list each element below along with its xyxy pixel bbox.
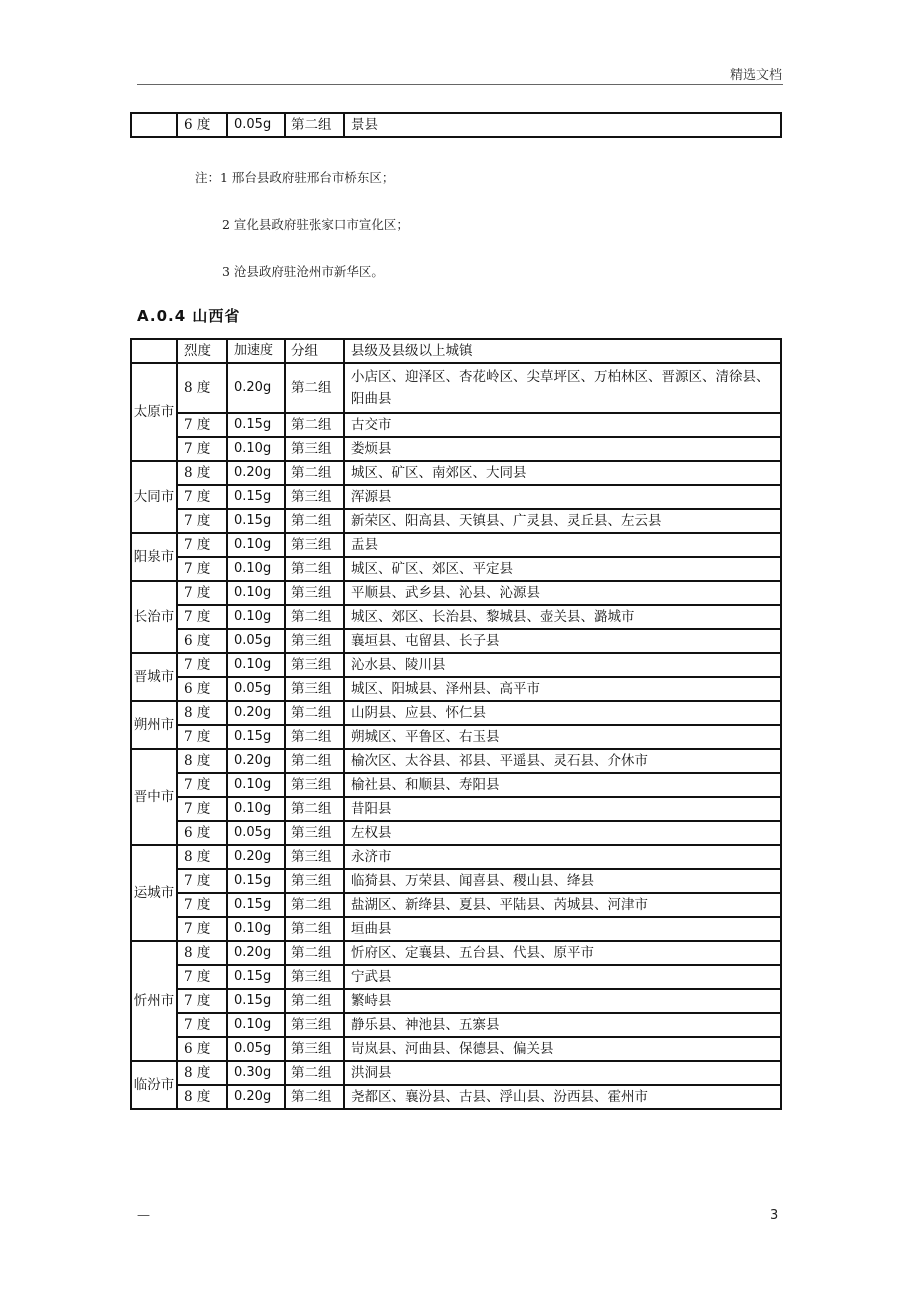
intensity-cell: 6 度 — [177, 1037, 227, 1061]
intensity-cell: 7 度 — [177, 773, 227, 797]
intensity-cell: 7 度 — [177, 1013, 227, 1037]
acceleration-cell: 0.10g — [227, 1013, 285, 1037]
towns-cell: 忻府区、定襄县、五台县、代县、原平市 — [344, 941, 781, 965]
group-cell: 第二组 — [285, 605, 344, 629]
intensity-cell: 8 度 — [177, 845, 227, 869]
table-row — [131, 893, 781, 917]
acceleration-cell: 0.10g — [227, 533, 285, 557]
group-cell: 第三组 — [285, 965, 344, 989]
acceleration-cell: 0.05g — [227, 1037, 285, 1061]
intensity-cell: 6 度 — [177, 113, 227, 137]
table-row — [131, 533, 781, 557]
acceleration-cell: 0.15g — [227, 725, 285, 749]
group-cell: 第二组 — [285, 413, 344, 437]
table-row — [131, 557, 781, 581]
intensity-cell: 8 度 — [177, 461, 227, 485]
table-row — [131, 629, 781, 653]
acceleration-cell: 0.10g — [227, 581, 285, 605]
group-cell: 第三组 — [285, 653, 344, 677]
table-row — [131, 1037, 781, 1061]
acceleration-cell: 0.15g — [227, 965, 285, 989]
city-cell: 晋城市 — [131, 653, 177, 701]
table-header-row — [131, 339, 781, 363]
group-cell: 第二组 — [285, 461, 344, 485]
city-cell: 临汾市 — [131, 1061, 177, 1109]
group-cell: 第二组 — [285, 749, 344, 773]
table-row — [131, 113, 781, 137]
group-cell: 第二组 — [285, 113, 344, 137]
towns-cell: 新荣区、阳高县、天镇县、广灵县、灵丘县、左云县 — [344, 509, 781, 533]
acceleration-cell: 0.20g — [227, 941, 285, 965]
towns-cell: 洪洞县 — [344, 1061, 781, 1085]
table-row — [131, 773, 781, 797]
group-cell: 第二组 — [285, 363, 344, 413]
seismic-table — [130, 338, 782, 1110]
group-cell: 第三组 — [285, 1037, 344, 1061]
towns-cell: 尧都区、襄汾县、古县、浮山县、汾西县、霍州市 — [344, 1085, 781, 1109]
table-row — [131, 701, 781, 725]
table-row — [131, 581, 781, 605]
group-cell: 第二组 — [285, 893, 344, 917]
city-cell: 忻州市 — [131, 941, 177, 1061]
group-cell: 第二组 — [285, 1085, 344, 1109]
towns-cell: 小店区、迎泽区、杏花岭区、尖草坪区、万柏林区、晋源区、清徐县、阳曲县 — [344, 363, 781, 413]
towns-cell: 景县 — [344, 113, 781, 137]
intensity-cell: 7 度 — [177, 581, 227, 605]
group-cell: 第二组 — [285, 701, 344, 725]
acceleration-cell: 0.10g — [227, 653, 285, 677]
towns-cell: 浑源县 — [344, 485, 781, 509]
city-cell: 晋中市 — [131, 749, 177, 845]
towns-cell: 古交市 — [344, 413, 781, 437]
intensity-cell: 8 度 — [177, 1085, 227, 1109]
acceleration-cell: 0.20g — [227, 363, 285, 413]
towns-cell: 左权县 — [344, 821, 781, 845]
group-cell: 第二组 — [285, 509, 344, 533]
acceleration-cell: 0.20g — [227, 845, 285, 869]
acceleration-cell: 0.15g — [227, 989, 285, 1013]
towns-cell: 娄烦县 — [344, 437, 781, 461]
acceleration-cell: 0.05g — [227, 113, 285, 137]
acceleration-cell: 0.10g — [227, 917, 285, 941]
acceleration-cell: 0.30g — [227, 1061, 285, 1085]
group-cell: 第二组 — [285, 917, 344, 941]
intensity-cell: 8 度 — [177, 363, 227, 413]
table-row — [131, 821, 781, 845]
acceleration-cell: 0.10g — [227, 557, 285, 581]
table-row — [131, 965, 781, 989]
towns-cell: 城区、矿区、郊区、平定县 — [344, 557, 781, 581]
group-cell: 第二组 — [285, 941, 344, 965]
acceleration-cell: 0.15g — [227, 485, 285, 509]
table-row — [131, 725, 781, 749]
towns-cell: 榆社县、和顺县、寿阳县 — [344, 773, 781, 797]
group-cell: 第二组 — [285, 1061, 344, 1085]
intensity-cell: 7 度 — [177, 797, 227, 821]
city-cell — [131, 113, 177, 137]
intensity-cell: 7 度 — [177, 605, 227, 629]
towns-cell: 榆次区、太谷县、祁县、平遥县、灵石县、介休市 — [344, 749, 781, 773]
acceleration-cell: 0.05g — [227, 629, 285, 653]
towns-cell: 岢岚县、河曲县、保德县、偏关县 — [344, 1037, 781, 1061]
intensity-cell: 7 度 — [177, 869, 227, 893]
group-cell: 第二组 — [285, 557, 344, 581]
footer-mark: — — [137, 1208, 150, 1223]
header-acceleration: 加速度 — [227, 339, 285, 363]
section-title: A.0.4 山西省 — [137, 307, 241, 325]
table-row — [131, 677, 781, 701]
table-row — [131, 869, 781, 893]
intensity-cell: 7 度 — [177, 485, 227, 509]
intensity-cell: 7 度 — [177, 653, 227, 677]
group-cell: 第三组 — [285, 773, 344, 797]
group-cell: 第三组 — [285, 1013, 344, 1037]
note-3: 3 沧县政府驻沧州市新华区。 — [222, 264, 384, 279]
group-cell: 第三组 — [285, 845, 344, 869]
intensity-cell: 7 度 — [177, 557, 227, 581]
table-row — [131, 917, 781, 941]
page-header-label: 精选文档 — [729, 68, 782, 83]
header-rule — [137, 84, 783, 85]
table-row — [131, 437, 781, 461]
table-row — [131, 1085, 781, 1109]
intensity-cell: 8 度 — [177, 941, 227, 965]
table-row — [131, 797, 781, 821]
intensity-cell: 7 度 — [177, 509, 227, 533]
towns-cell: 沁水县、陵川县 — [344, 653, 781, 677]
acceleration-cell: 0.15g — [227, 893, 285, 917]
intensity-cell: 7 度 — [177, 413, 227, 437]
continued-table — [130, 112, 782, 138]
intensity-cell: 8 度 — [177, 701, 227, 725]
table-row — [131, 509, 781, 533]
intensity-cell: 7 度 — [177, 725, 227, 749]
table-row — [131, 749, 781, 773]
towns-cell: 城区、阳城县、泽州县、高平市 — [344, 677, 781, 701]
table-row — [131, 413, 781, 437]
city-cell: 运城市 — [131, 845, 177, 941]
header-intensity: 烈度 — [177, 339, 227, 363]
city-cell: 朔州市 — [131, 701, 177, 749]
group-cell: 第三组 — [285, 581, 344, 605]
table-row — [131, 653, 781, 677]
table-row — [131, 605, 781, 629]
group-cell: 第三组 — [285, 437, 344, 461]
acceleration-cell: 0.10g — [227, 773, 285, 797]
group-cell: 第二组 — [285, 797, 344, 821]
acceleration-cell: 0.05g — [227, 821, 285, 845]
table-row — [131, 1013, 781, 1037]
intensity-cell: 7 度 — [177, 917, 227, 941]
note-1: 注：1 邢台县政府驻邢台市桥东区； — [195, 170, 395, 185]
table-row — [131, 485, 781, 509]
page-number: 3 — [770, 1208, 779, 1223]
towns-cell: 永济市 — [344, 845, 781, 869]
note-2: 2 宣化县政府驻张家口市宣化区； — [222, 217, 409, 232]
group-cell: 第二组 — [285, 989, 344, 1013]
intensity-cell: 6 度 — [177, 629, 227, 653]
table-row — [131, 1061, 781, 1085]
intensity-cell: 7 度 — [177, 437, 227, 461]
towns-cell: 临猗县、万荣县、闻喜县、稷山县、绛县 — [344, 869, 781, 893]
city-cell: 长治市 — [131, 581, 177, 653]
header-towns: 县级及县级以上城镇 — [344, 339, 781, 363]
intensity-cell: 8 度 — [177, 749, 227, 773]
towns-cell: 宁武县 — [344, 965, 781, 989]
acceleration-cell: 0.15g — [227, 869, 285, 893]
table-row — [131, 941, 781, 965]
towns-cell: 平顺县、武乡县、沁县、沁源县 — [344, 581, 781, 605]
acceleration-cell: 0.20g — [227, 1085, 285, 1109]
intensity-cell: 7 度 — [177, 893, 227, 917]
acceleration-cell: 0.15g — [227, 413, 285, 437]
acceleration-cell: 0.20g — [227, 749, 285, 773]
group-cell: 第三组 — [285, 821, 344, 845]
table-row — [131, 845, 781, 869]
acceleration-cell: 0.05g — [227, 677, 285, 701]
header-group: 分组 — [285, 339, 344, 363]
intensity-cell: 7 度 — [177, 965, 227, 989]
towns-cell: 静乐县、神池县、五寨县 — [344, 1013, 781, 1037]
towns-cell: 垣曲县 — [344, 917, 781, 941]
group-cell: 第三组 — [285, 869, 344, 893]
towns-cell: 朔城区、平鲁区、右玉县 — [344, 725, 781, 749]
group-cell: 第三组 — [285, 533, 344, 557]
towns-cell: 繁峙县 — [344, 989, 781, 1013]
towns-cell: 盂县 — [344, 533, 781, 557]
group-cell: 第二组 — [285, 725, 344, 749]
table-row — [131, 989, 781, 1013]
city-cell: 阳泉市 — [131, 533, 177, 581]
table-row — [131, 363, 781, 413]
intensity-cell: 6 度 — [177, 821, 227, 845]
acceleration-cell: 0.20g — [227, 461, 285, 485]
table-row — [131, 461, 781, 485]
towns-cell: 城区、矿区、南郊区、大同县 — [344, 461, 781, 485]
header-city — [131, 339, 177, 363]
towns-cell: 襄垣县、屯留县、长子县 — [344, 629, 781, 653]
group-cell: 第三组 — [285, 485, 344, 509]
intensity-cell: 7 度 — [177, 533, 227, 557]
group-cell: 第三组 — [285, 629, 344, 653]
intensity-cell: 7 度 — [177, 989, 227, 1013]
group-cell: 第三组 — [285, 677, 344, 701]
towns-cell: 昔阳县 — [344, 797, 781, 821]
acceleration-cell: 0.10g — [227, 437, 285, 461]
intensity-cell: 6 度 — [177, 677, 227, 701]
towns-cell: 城区、郊区、长治县、黎城县、壶关县、潞城市 — [344, 605, 781, 629]
city-cell: 太原市 — [131, 363, 177, 461]
towns-cell: 山阴县、应县、怀仁县 — [344, 701, 781, 725]
acceleration-cell: 0.10g — [227, 605, 285, 629]
city-cell: 大同市 — [131, 461, 177, 533]
towns-cell: 盐湖区、新绛县、夏县、平陆县、芮城县、河津市 — [344, 893, 781, 917]
acceleration-cell: 0.15g — [227, 509, 285, 533]
intensity-cell: 8 度 — [177, 1061, 227, 1085]
acceleration-cell: 0.20g — [227, 701, 285, 725]
acceleration-cell: 0.10g — [227, 797, 285, 821]
